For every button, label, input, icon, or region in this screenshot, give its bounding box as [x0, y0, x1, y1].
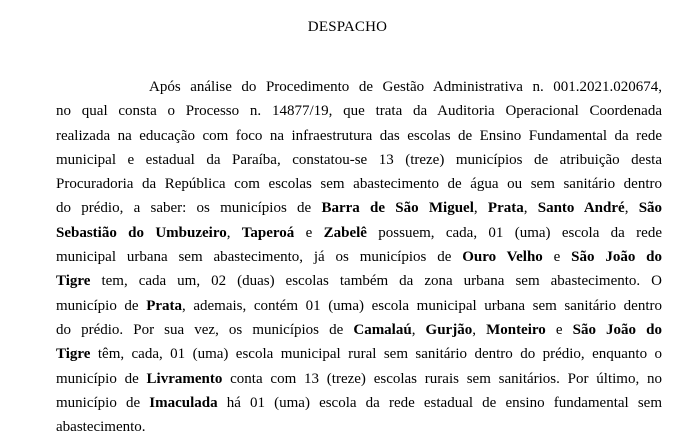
text-run: , — [473, 200, 488, 217]
paragraph-line — [56, 75, 662, 99]
text-run: , — [226, 224, 242, 241]
text-run: abastecimento. — [56, 419, 146, 436]
paragraph-line — [56, 172, 662, 196]
municipality-name: Camalaú — [353, 321, 412, 338]
text-run: município de — [56, 370, 147, 387]
text-run: do prédio. Por sua vez, os municípios de — [56, 321, 354, 338]
text-run: e — [294, 224, 324, 241]
text-run: , — [523, 200, 538, 217]
municipality-name: Sebastião do Umbuzeiro — [56, 224, 227, 241]
text-run: , — [472, 321, 487, 338]
paragraph-line — [56, 245, 662, 269]
text-run: município de — [56, 297, 147, 314]
paragraph-line — [56, 318, 662, 342]
text-run: conta com 13 (treze) escolas rurais sem sanitários. Por último, no — [222, 370, 662, 387]
paragraph-line — [56, 221, 662, 245]
text-run: município de — [56, 394, 150, 411]
municipality-name: São João do — [571, 249, 663, 266]
municipality-name: Prata — [487, 200, 524, 217]
text-run: , ademais, contém 01 (uma) escola municipal urbana sem sanitário dentro — [182, 297, 662, 314]
paragraph-line — [56, 342, 662, 366]
text-run: , — [411, 321, 426, 338]
paragraph-line — [56, 415, 662, 439]
text-run: Procuradoria da República com escolas sem abastecimento de água ou sem sanitário dentro — [56, 176, 662, 193]
text-run: tem, cada um, 02 (duas) escolas também da zona urbana sem abastecimento. O — [90, 273, 662, 290]
municipality-name: Imaculada — [149, 394, 218, 411]
paragraph-line — [56, 148, 662, 172]
municipality-name: Livramento — [146, 370, 223, 387]
municipality-name: Barra de São Miguel — [321, 200, 474, 217]
municipality-name: Zabelê — [323, 224, 367, 241]
municipality-name: São João do — [572, 321, 662, 338]
municipality-name: Taperoá — [241, 224, 295, 241]
text-run: possuem, cada, 01 (uma) escola da rede — [366, 224, 662, 241]
text-run: municipal urbana sem abastecimento, já os municípios de — [56, 249, 463, 266]
paragraph-line — [56, 99, 662, 123]
text-run: no qual consta o Processo n. 14877/19, que trata da Auditoria Operacional Coordenada — [56, 103, 662, 120]
text-run: Após análise do Procedimento de Gestão Administrativa n. 001.2021.020674, — [149, 79, 662, 95]
municipality-name: Monteiro — [486, 321, 546, 338]
paragraph-line — [56, 269, 662, 293]
paragraph-line — [56, 294, 662, 318]
municipality-name: Prata — [146, 297, 183, 314]
municipality-name: Tigre — [56, 273, 91, 290]
municipality-name: Tigre — [56, 346, 91, 363]
text-run: municipal e estadual da Paraíba, constatou-se 13 (treze) municípios de atribuição desta — [56, 151, 662, 168]
text-run: têm, cada, 01 (uma) escola municipal rural sem sanitário dentro do prédio, enquanto o — [90, 346, 662, 363]
text-run: há 01 (uma) escola da rede estadual de ensino fundamental sem — [217, 394, 662, 411]
body-paragraph — [56, 75, 662, 439]
text-run: realizada na educação com foco na infraestrutura das escolas de Ensino Fundamental da rede — [56, 127, 662, 144]
municipality-name: Santo André — [537, 200, 625, 217]
text-run: do prédio, a saber: os municípios de — [56, 200, 322, 217]
text-run: e — [545, 321, 573, 338]
paragraph-line — [56, 391, 662, 415]
document-title: DESPACHO — [307, 19, 388, 35]
municipality-name: Ouro Velho — [462, 249, 543, 266]
municipality-name: Gurjão — [425, 321, 473, 338]
paragraph-line — [56, 196, 662, 220]
text-run: , — [624, 200, 639, 217]
municipality-name: São — [638, 200, 663, 217]
paragraph-line — [56, 367, 662, 391]
text-run: e — [542, 249, 572, 266]
paragraph-line — [56, 124, 662, 148]
